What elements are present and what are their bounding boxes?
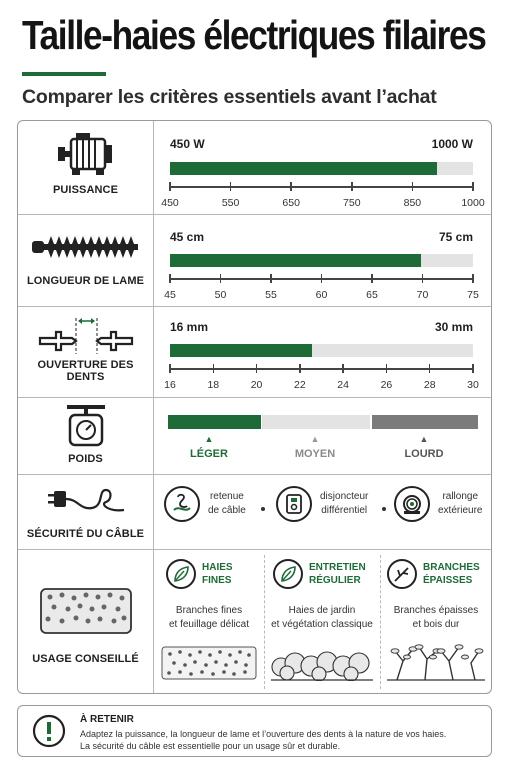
teeth-bar-track bbox=[170, 344, 473, 357]
row-usage bbox=[18, 549, 491, 694]
scale-tick-label: 75 bbox=[467, 289, 479, 301]
row-power-label-cell bbox=[18, 121, 154, 214]
cable-separator-dot bbox=[382, 507, 386, 511]
weight-label-light: LÉGER bbox=[190, 448, 228, 460]
power-min-value: 450 W bbox=[170, 137, 205, 151]
row-cable bbox=[18, 474, 491, 550]
weight-label-heavy: LOURD bbox=[404, 448, 444, 460]
scale-tick-label: 60 bbox=[315, 289, 328, 301]
cable-retainer-text: retenue de câble bbox=[208, 491, 246, 516]
cable-item-reel bbox=[394, 486, 482, 522]
cable-item-retainer bbox=[164, 486, 246, 522]
scale-tick bbox=[220, 274, 222, 283]
weight-marker-medium: ▲ bbox=[310, 434, 320, 444]
scale-tick bbox=[386, 364, 388, 373]
leaf-icon bbox=[166, 559, 196, 589]
scale-tick bbox=[371, 274, 373, 283]
power-bar-fill bbox=[170, 162, 437, 175]
scale-tick-label: 850 bbox=[403, 197, 422, 209]
row-weight-label: POIDS bbox=[68, 453, 103, 465]
row-weight-values bbox=[154, 397, 491, 474]
scale-tick bbox=[422, 274, 424, 283]
page-title: Taille-haies électriques filaires bbox=[22, 12, 486, 58]
teeth-bar-fill bbox=[170, 344, 312, 357]
row-cable-values bbox=[154, 474, 491, 549]
scale-tick bbox=[270, 274, 272, 283]
row-blade-label: LONGUEUR DE LAME bbox=[26, 275, 145, 287]
row-teeth-label: OUVERTURE DES DENTS bbox=[37, 359, 134, 383]
teeth-max-value: 30 mm bbox=[434, 320, 473, 334]
scale-tick-label: 70 bbox=[416, 289, 429, 301]
reminder-box bbox=[17, 705, 492, 757]
scale-tick bbox=[472, 364, 474, 373]
row-blade-values bbox=[154, 214, 491, 306]
teeth-scale bbox=[164, 364, 479, 394]
teeth-scale-line bbox=[170, 368, 473, 370]
scale-tick bbox=[169, 274, 171, 283]
scale-tick bbox=[429, 364, 431, 373]
usage-regular-maintenance bbox=[265, 549, 379, 694]
exclamation-icon bbox=[32, 714, 66, 753]
scale-tick bbox=[299, 364, 301, 373]
blade-min-value: 45 cm bbox=[170, 230, 205, 244]
power-scale-line bbox=[170, 186, 473, 188]
teeth-min-value: 16 mm bbox=[170, 320, 209, 334]
hedge-icon bbox=[18, 585, 153, 635]
row-teeth-label-cell bbox=[18, 306, 154, 397]
fine-hedge-illustration bbox=[160, 643, 258, 681]
scale-tick-label: 45 bbox=[164, 289, 176, 301]
scale-tick bbox=[472, 182, 474, 191]
scale-tick-label: 750 bbox=[343, 197, 361, 209]
weight-segment-heavy bbox=[372, 415, 478, 429]
plug-icon bbox=[18, 482, 153, 516]
scale-tick bbox=[256, 364, 258, 373]
row-teeth-values bbox=[154, 306, 491, 397]
reminder-text: Adaptez la puissance, la longueur de lame et l’ouverture des dents à la nature de vos haies. La sécurité du câble est essentielle pour un usage sûr et durable. bbox=[80, 729, 447, 751]
scale-tick-label: 55 bbox=[265, 289, 277, 301]
usage-fine-hedges bbox=[154, 549, 264, 694]
scale-tick bbox=[213, 364, 215, 373]
weight-label-medium: MOYEN bbox=[294, 448, 336, 460]
cable-reel-text: rallonge extérieure bbox=[438, 491, 483, 516]
scale-tick bbox=[412, 182, 414, 191]
usage-thick-branches bbox=[381, 549, 491, 694]
scale-tick-label: 20 bbox=[250, 379, 263, 391]
row-usage-label-cell bbox=[18, 549, 154, 694]
cable-breaker-text: disjoncteur différentiel bbox=[320, 491, 369, 516]
scale-tick-label: 18 bbox=[207, 379, 220, 391]
scale-tick-label: 26 bbox=[380, 379, 393, 391]
blade-bar-track bbox=[170, 254, 473, 267]
scale-tick-label: 22 bbox=[294, 379, 306, 391]
row-power-values bbox=[154, 121, 491, 214]
scale-icon bbox=[18, 403, 153, 447]
branch-icon bbox=[387, 559, 417, 589]
blade-icon bbox=[18, 232, 153, 262]
scale-tick bbox=[169, 364, 171, 373]
usage-regular-desc: Haies de jardin et végétation classique bbox=[271, 605, 373, 630]
usage-fine-desc: Branches fines et feuillage délicat bbox=[168, 605, 250, 630]
blade-scale bbox=[164, 274, 479, 304]
weight-segment-light bbox=[168, 415, 261, 429]
garden-hedge-illustration bbox=[271, 643, 373, 681]
scale-tick bbox=[290, 182, 292, 191]
scale-tick bbox=[230, 182, 232, 191]
criteria-table bbox=[17, 120, 492, 694]
scale-tick bbox=[342, 364, 344, 373]
usage-fine-title: HAIES FINES bbox=[202, 562, 233, 586]
usage-regular-title: ENTRETIEN RÉGULIER bbox=[309, 562, 366, 586]
row-usage-values bbox=[154, 549, 491, 694]
cable-item-breaker bbox=[276, 486, 368, 522]
page-subtitle: Comparer les critères essentiels avant l’achat bbox=[22, 86, 437, 108]
cable-separator-dot bbox=[261, 507, 265, 511]
row-weight bbox=[18, 397, 491, 475]
row-weight-label-cell bbox=[18, 397, 154, 474]
cable-retainer-icon bbox=[164, 486, 200, 522]
scale-tick-label: 28 bbox=[423, 379, 436, 391]
scale-tick-label: 550 bbox=[221, 197, 240, 209]
blade-bar-fill bbox=[170, 254, 421, 267]
scale-tick-label: 1000 bbox=[461, 197, 485, 209]
scale-tick bbox=[351, 182, 353, 191]
row-teeth bbox=[18, 306, 491, 398]
power-bar-track bbox=[170, 162, 473, 175]
usage-thick-title: BRANCHES ÉPAISSES bbox=[423, 562, 480, 586]
scale-tick-label: 650 bbox=[282, 197, 300, 209]
row-power bbox=[18, 121, 491, 215]
scale-tick-label: 16 bbox=[164, 379, 176, 391]
weight-marker-light: ▲ bbox=[204, 434, 214, 444]
row-usage-label: USAGE CONSEILLÉ bbox=[32, 653, 139, 665]
power-scale bbox=[161, 182, 485, 212]
scale-tick bbox=[169, 182, 171, 191]
reminder-title: À RETENIR bbox=[80, 714, 134, 725]
thick-branches-illustration bbox=[387, 643, 485, 681]
usage-thick-desc: Branches épaisses et bois dur bbox=[393, 605, 479, 630]
row-blade bbox=[18, 214, 491, 307]
row-blade-label-cell bbox=[18, 214, 154, 306]
scale-tick-label: 50 bbox=[214, 289, 227, 301]
scale-tick bbox=[472, 274, 474, 283]
power-max-value: 1000 W bbox=[431, 137, 473, 151]
weight-marker-heavy: ▲ bbox=[419, 434, 429, 444]
title-underline bbox=[22, 72, 106, 76]
scale-tick-label: 30 bbox=[467, 379, 479, 391]
teeth-gap-icon bbox=[18, 312, 153, 358]
motor-icon bbox=[18, 133, 153, 179]
scale-tick-label: 24 bbox=[337, 379, 349, 391]
breaker-icon bbox=[276, 486, 312, 522]
cable-reel-icon bbox=[394, 486, 430, 522]
leaf-icon bbox=[273, 559, 303, 589]
row-cable-label: SÉCURITÉ DU CÂBLE bbox=[26, 528, 145, 540]
row-power-label: PUISSANCE bbox=[52, 184, 119, 196]
scale-tick-label: 65 bbox=[366, 289, 378, 301]
scale-tick-label: 450 bbox=[161, 197, 179, 209]
scale-tick bbox=[321, 274, 323, 283]
weight-segment-medium bbox=[262, 415, 370, 429]
row-cable-label-cell bbox=[18, 474, 154, 549]
blade-max-value: 75 cm bbox=[438, 230, 473, 244]
